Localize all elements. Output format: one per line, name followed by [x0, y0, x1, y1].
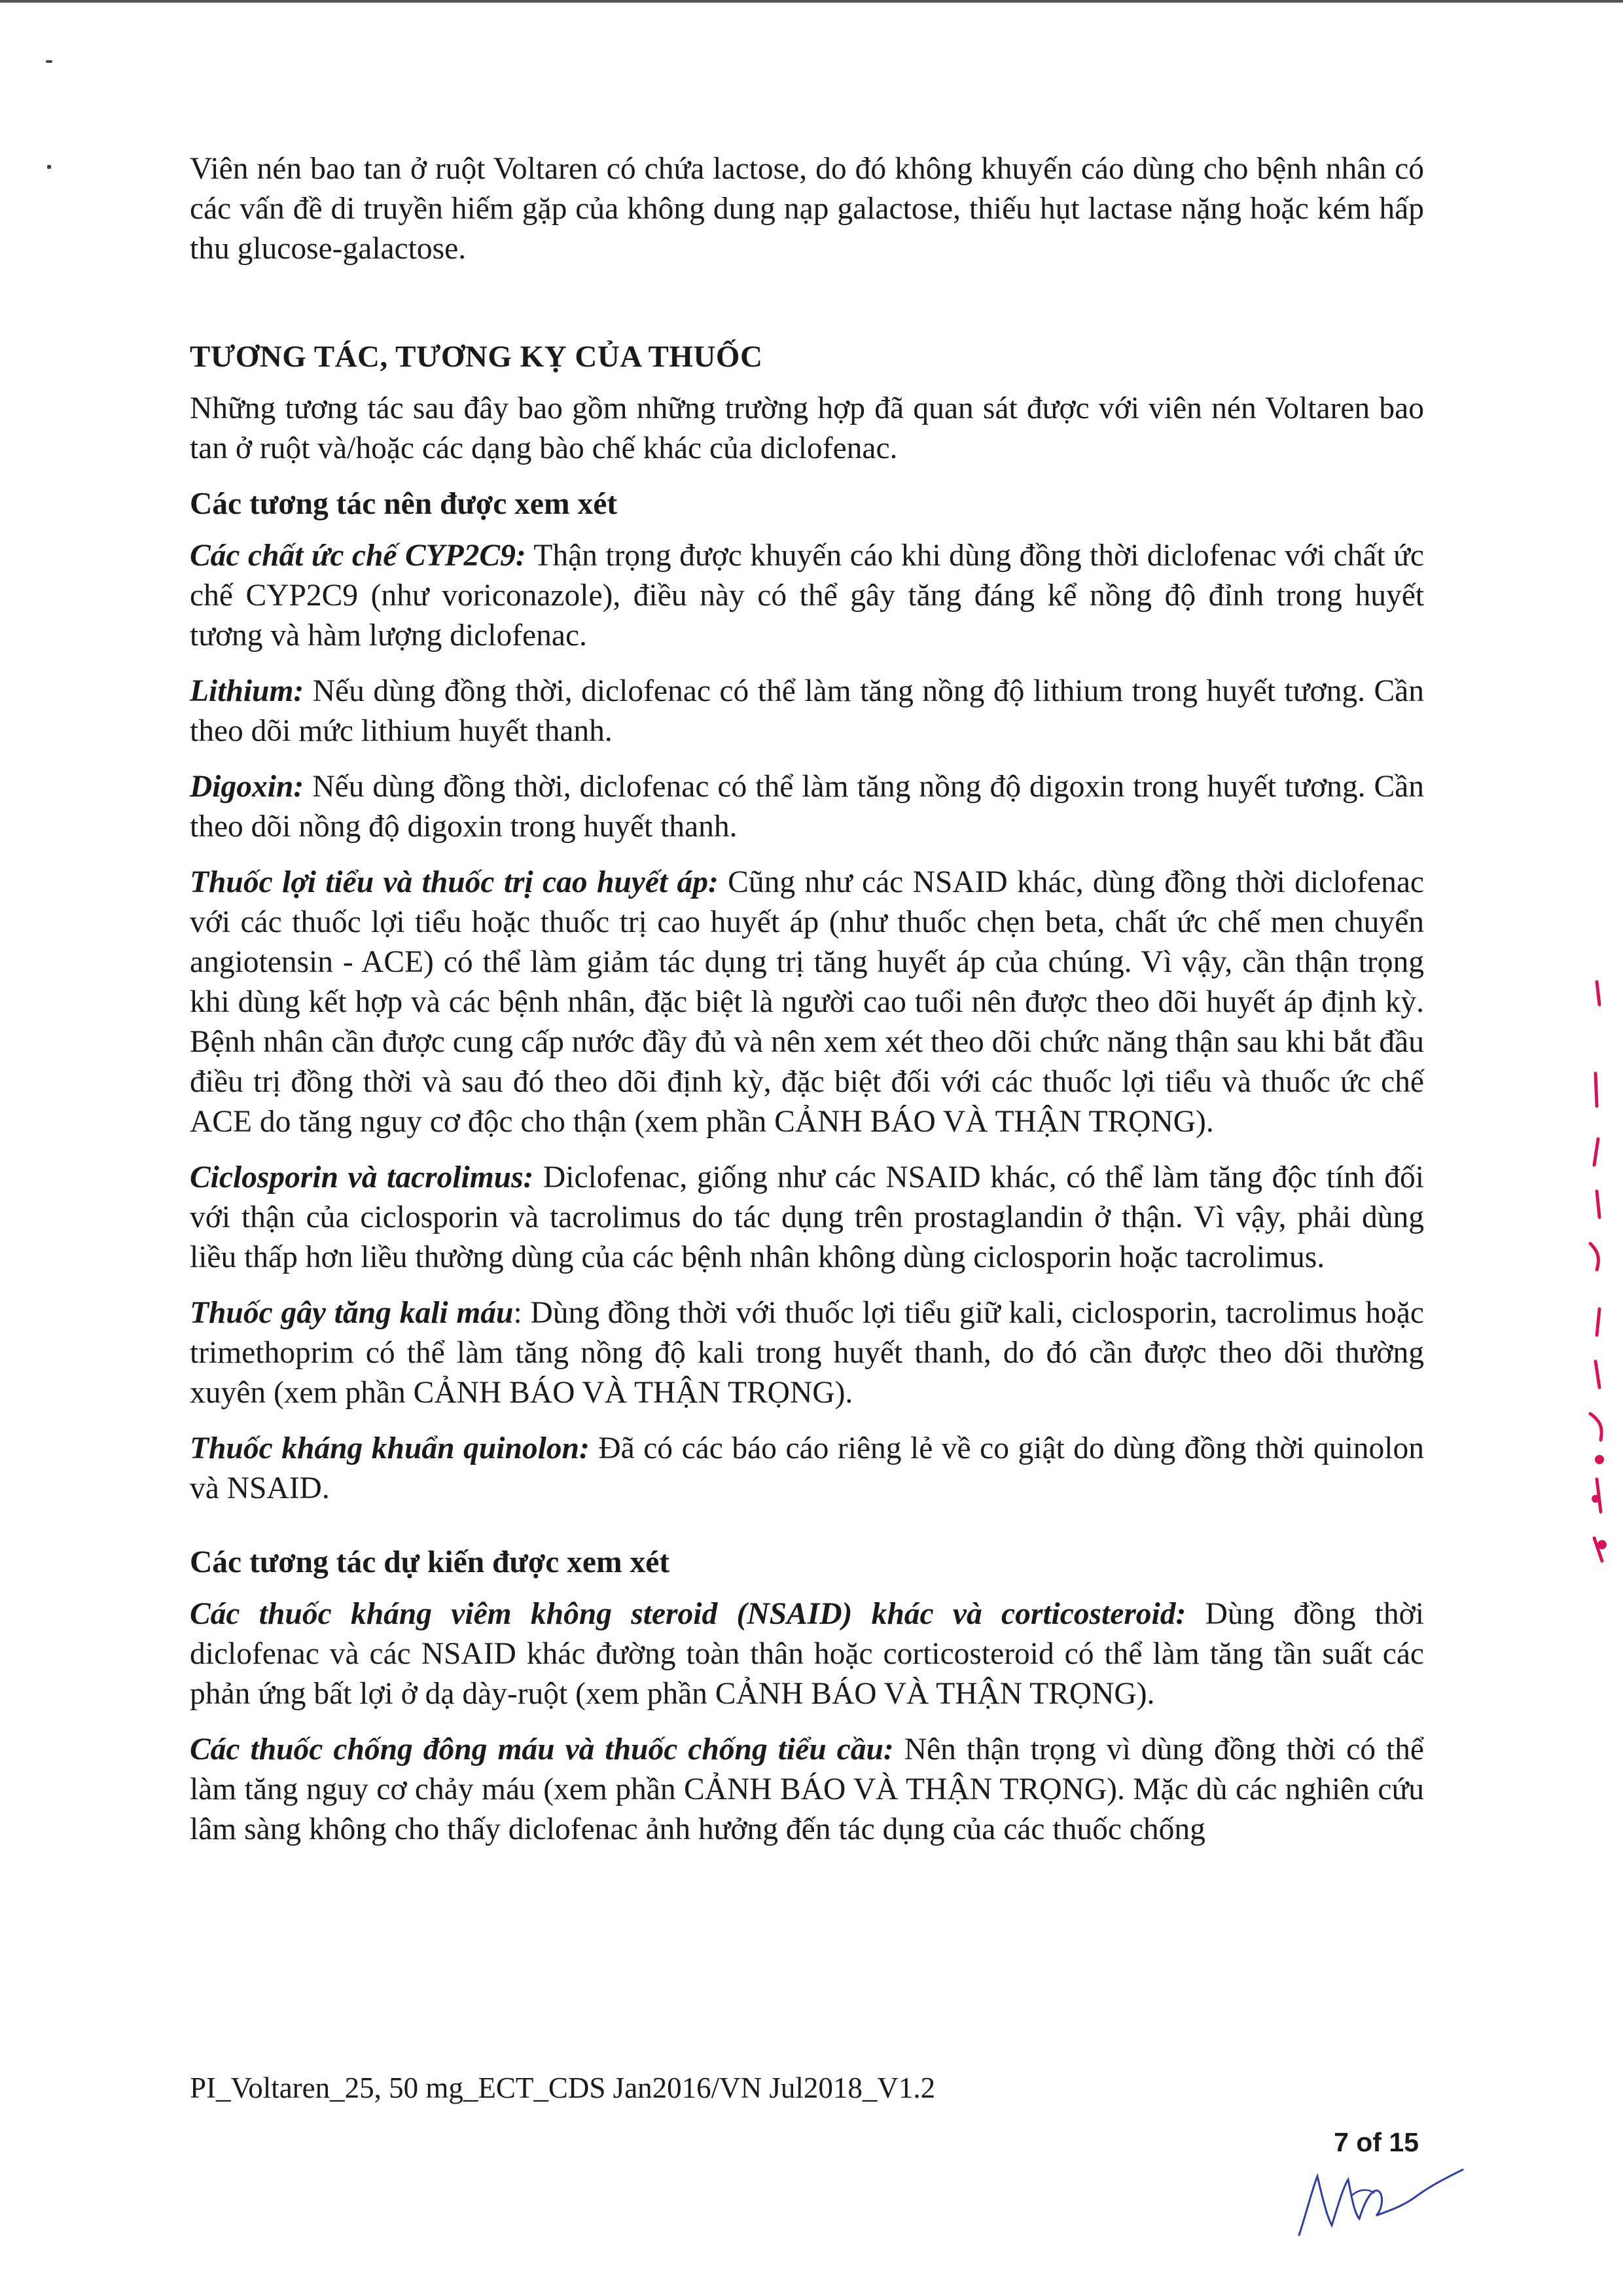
- interaction-lead: Các chất ức chế CYP2C9:: [190, 539, 526, 573]
- interaction-text: Cũng như các NSAID khác, dùng đồng thời diclofenac với các thuốc lợi tiểu hoặc thuốc trị cao huyết áp (như thuốc chẹn beta, chất ức chế men chuyển angiotensin - ACE) có thể làm giảm tác dụng trị tăng huyết áp của chúng. Vì vậy, cần thận trọng khi dùng kết hợp và các bệnh nhân, đặc biệt là người cao tuổi nên được theo dõi huyết áp định kỳ. Bệnh nhân cần được cung cấp nước đầy đủ và nên xem xét theo dõi chức năng thận sau khi bắt đầu điều trị đồng thời và sau đó theo dõi định kỳ, đặc biệt đối với các thuốc lợi tiểu và thuốc ức chế ACE do tăng nguy cơ độc cho thận (xem phần CẢNH BÁO VÀ THẬN TRỌNG).: [190, 865, 1424, 1139]
- interaction-lead: Thuốc lợi tiểu và thuốc trị cao huyết áp:: [190, 865, 719, 899]
- interaction-text: Đã có các báo cáo riêng lẻ về co giật do dùng đồng thời quinolon và NSAID.: [190, 1431, 1424, 1505]
- interaction-text: Thận trọng được khuyến cáo khi dùng đồng thời diclofenac với chất ức chế CYP2C9 (như voriconazole), điều này có thể gây tăng đáng kể nồng độ đỉnh trong huyết tương và hàm lượng diclofenac.: [190, 539, 1424, 653]
- interaction-lead: Các thuốc chống đông máu và thuốc chống tiểu cầu:: [190, 1732, 894, 1767]
- interaction-text: : Dùng đồng thời với thuốc lợi tiểu giữ kali, ciclosporin, tacrolimus hoặc trimethoprim có thể làm tăng nồng độ kali trong huyết thanh, do đó cần được theo dõi thường xuyên (xem phần CẢNH BÁO VÀ THẬN TRỌNG).: [190, 1296, 1425, 1410]
- interaction-lithium: [190, 672, 1424, 751]
- subsection-title-considered: Các tương tác nên được xem xét: [190, 487, 618, 521]
- document-body: [190, 149, 1424, 1865]
- interaction-diuretics: [190, 863, 1424, 1142]
- interaction-text: Dùng đồng thời diclofenac và các NSAID khác đường toàn thân hoặc corticosteroid có thể làm tăng tần suất các phản ứng bất lợi ở dạ dày-ruột (xem phần CẢNH BÁO VÀ THẬN TRỌNG).: [190, 1597, 1424, 1711]
- interaction-digoxin: [190, 767, 1424, 847]
- red-stamp-icon: [1571, 969, 1623, 1584]
- intro-paragraph: Viên nén bao tan ở ruột Voltaren có chứa lactose, do đó không khuyến cáo dùng cho bệnh nhân có các vấn đề di truyền hiếm gặp của không dung nạp galactose, thiếu hụt lactase nặng hoặc kém hấp thu glucose-galactose.: [190, 152, 1424, 266]
- interaction-quinolone: [190, 1429, 1424, 1509]
- interaction-lead: Digoxin:: [190, 770, 304, 804]
- section-intro-paragraph: Những tương tác sau đây bao gồm những trường hợp đã quan sát được với viên nén Voltaren bao tan ở ruột và/hoặc các dạng bào chế khác của diclofenac.: [190, 391, 1424, 465]
- page-number: 7 of 15: [1334, 2127, 1419, 2157]
- signature-icon: [1286, 2150, 1469, 2248]
- subsection-title-anticipated: Các tương tác dự kiến được xem xét: [190, 1545, 670, 1579]
- interaction-anticoagulant: [190, 1730, 1424, 1850]
- interaction-text: Diclofenac, giống như các NSAID khác, có thể làm tăng độc tính đối với thận của ciclosporin và tacrolimus do tác dụng trên prostaglandin ở thận. Vì vậy, phải dùng liều thấp hơn liều thường dùng của các bệnh nhân không dùng ciclosporin hoặc tacrolimus.: [190, 1160, 1425, 1274]
- interaction-text: Nếu dùng đồng thời, diclofenac có thể làm tăng nồng độ digoxin trong huyết tương. Cần theo dõi nồng độ digoxin trong huyết thanh.: [190, 770, 1424, 844]
- interaction-ciclosporin: [190, 1158, 1424, 1278]
- scan-top-rule: [0, 0, 1623, 3]
- interaction-text: Nên thận trọng vì dùng đồng thời có thể làm tăng nguy cơ chảy máu (xem phần CẢNH BÁO VÀ THẬN TRỌNG). Mặc dù các nghiên cứu lâm sàng không cho thấy diclofenac ảnh hưởng đến tác dụng của các thuốc chống: [190, 1732, 1424, 1846]
- interaction-lead: Thuốc kháng khuẩn quinolon:: [190, 1431, 590, 1465]
- scan-mark-2: [47, 165, 51, 169]
- footer-document-id: PI_Voltaren_25, 50 mg_ECT_CDS Jan2016/VN Jul2018_V1.2: [190, 2072, 936, 2104]
- interaction-text: Nếu dùng đồng thời, diclofenac có thể làm tăng nồng độ lithium trong huyết tương. Cần theo dõi mức lithium huyết thanh.: [190, 674, 1424, 748]
- interaction-lead: Các thuốc kháng viêm không steroid (NSAID) khác và corticosteroid:: [190, 1597, 1186, 1631]
- interaction-hyperkalemia: [190, 1293, 1424, 1413]
- interaction-nsaid-corticosteroid: [190, 1594, 1424, 1714]
- scan-mark-1: [46, 60, 52, 63]
- section-title: TƯƠNG TÁC, TƯƠNG KỴ CỦA THUỐC: [190, 340, 763, 374]
- interaction-cyp2c9: [190, 536, 1424, 656]
- interaction-lead: Thuốc gây tăng kali máu: [190, 1296, 514, 1330]
- interaction-lead: Ciclosporin và tacrolimus:: [190, 1160, 534, 1194]
- interaction-lead: Lithium:: [190, 674, 304, 708]
